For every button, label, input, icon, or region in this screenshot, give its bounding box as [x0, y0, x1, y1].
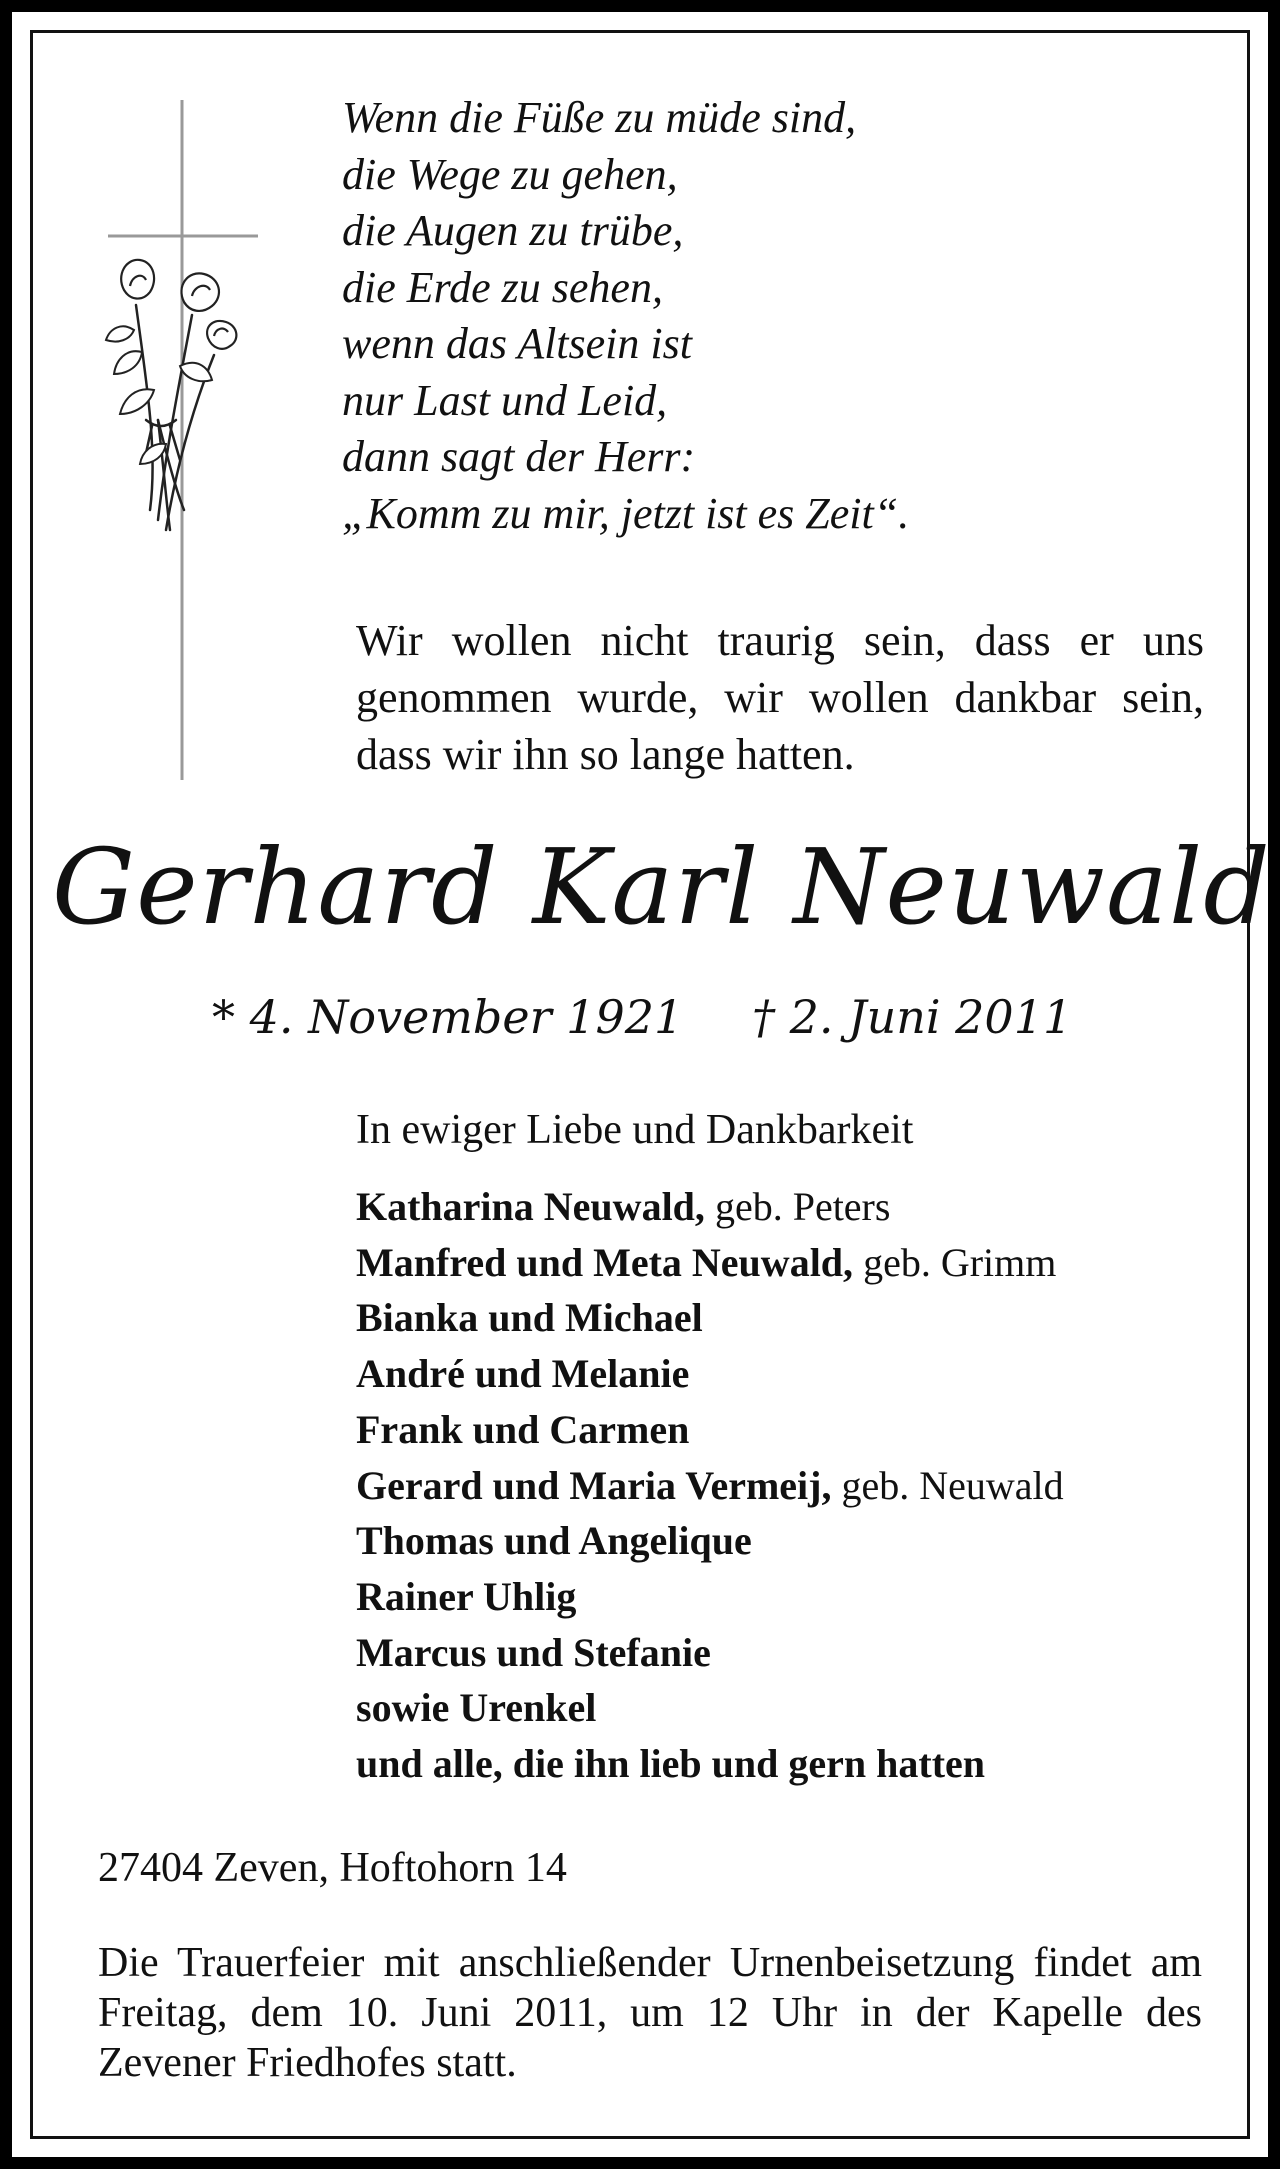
- mourner-birth-name: geb. Neuwald: [831, 1462, 1064, 1508]
- mourner-entry: [356, 1290, 1236, 1346]
- mourner-entry: [356, 1680, 1236, 1736]
- cross-with-roses-icon: [96, 90, 286, 780]
- poem-line: die Augen zu trübe,: [342, 206, 684, 255]
- mourner-entry: [356, 1235, 1236, 1291]
- deceased-name: Gerhard Karl Neuwald: [52, 826, 1271, 948]
- mourner-entry: [356, 1625, 1236, 1681]
- memorial-quote: Wir wollen nicht traurig sein, dass er uns genommen wurde, wir wollen dankbar sein, dass wir ihn so lange hatten.: [356, 616, 1204, 779]
- mourner-name: und alle, die ihn lieb und gern hatten: [356, 1741, 986, 1787]
- family-address: 27404 Zeven, Hoftohorn 14: [98, 1845, 567, 1891]
- dedication: In ewiger Liebe und Dankbarkeit: [356, 1107, 914, 1153]
- mourners-list: [356, 1179, 1236, 1792]
- poem-line: nur Last und Leid,: [342, 375, 668, 425]
- mourner-entry: [356, 1402, 1236, 1458]
- mourner-entry: [356, 1569, 1236, 1625]
- mourner-name: Gerard und Maria Vermeij,: [356, 1462, 832, 1508]
- mourner-entry: [356, 1513, 1236, 1569]
- poem-line: wenn das Altsein ist: [342, 319, 692, 368]
- mourner-birth-name: geb. Peters: [704, 1184, 891, 1229]
- mourner-entry: [356, 1736, 1236, 1792]
- mourner-name: Thomas und Angelique: [356, 1518, 752, 1564]
- poem: [342, 90, 1222, 542]
- mourner-entry: [356, 1458, 1236, 1514]
- death-date: † 2. Juni 2011: [752, 990, 1073, 1044]
- mourner-name: Manfred und Meta Neuwald,: [356, 1239, 854, 1285]
- poem-line: die Wege zu gehen,: [342, 149, 678, 199]
- poem-line: „Komm zu mir, jetzt ist es Zeit“.: [342, 488, 910, 538]
- birth-date: * 4. November 1921: [212, 990, 684, 1044]
- poem-line: Wenn die Füße zu müde sind,: [342, 93, 857, 142]
- mourner-name: Katharina Neuwald,: [356, 1184, 705, 1229]
- funeral-ceremony-notice: Die Trauerfeier mit anschließender Urnenbeisetzung findet am Freitag, dem 10. Juni 2011, um 12 Uhr in der Kapelle des Zevener Friedhofes statt.: [98, 1940, 1202, 2086]
- mourner-entry: [356, 1179, 1236, 1235]
- mourner-name: André und Melanie: [356, 1351, 690, 1397]
- poem-line: dann sagt der Herr:: [342, 432, 696, 481]
- poem-line: die Erde zu sehen,: [342, 262, 663, 312]
- obituary-card: [12, 12, 1271, 2157]
- mourner-name: Marcus und Stefanie: [356, 1629, 711, 1675]
- mourner-name: sowie Urenkel: [356, 1685, 597, 1731]
- mourner-name: Bianka und Michael: [356, 1295, 703, 1341]
- mourner-name: Rainer Uhlig: [356, 1573, 577, 1619]
- mourner-entry: [356, 1346, 1236, 1402]
- mourner-birth-name: geb. Grimm: [853, 1239, 1057, 1285]
- mourner-name: Frank und Carmen: [356, 1406, 690, 1452]
